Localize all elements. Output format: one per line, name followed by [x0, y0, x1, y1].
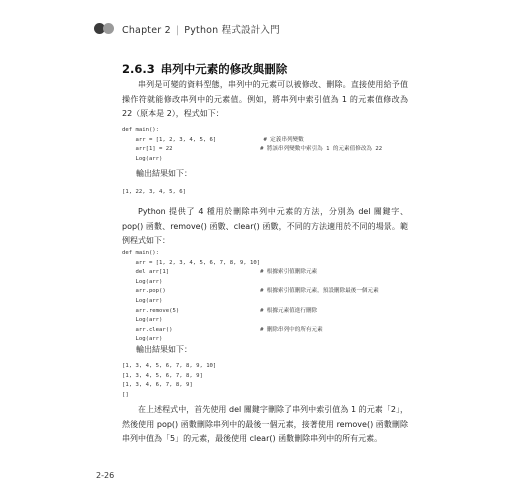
code-block-delete: def main(): arr = [1, 2, 3, 4, 5, 6, 7, 8, 9, 10] del arr[1] # 根據索引值刪除元素 Log(arr) arr.pop() # 根據索引值刪除元素，預設刪除最後一個元素 Log(arr) arr.remove(5) # 根據元素值進行刪除 Log(arr) arr.clear() # 刪除串列中的所有元素 Log(arr): [122, 250, 379, 343]
chapter-header: [94, 22, 280, 36]
paragraph-intro: 串列是可變的資料型態，串列中的元素可以被修改、刪除。直接使用給予值操作符就能修改串列中的元素值。例如，將串列中索引值為 1 的元素值修改為 22（原本是 2），程式如下：: [122, 80, 408, 118]
light-dot-icon: [103, 23, 114, 34]
paragraph-explanation: 在上述程式中，首先使用 del 關鍵字刪除了串列中索引值為 1 的元素「2」，然後使用 pop() 函數刪除串列中的最後一個元素，接著使用 remove() 函數刪除串列中值為「5」的元素，最後使用 clear() 函數刪除串列中的所有元素。: [122, 405, 408, 443]
section-heading: [122, 61, 287, 77]
section-title: 串列中元素的修改與刪除: [160, 62, 288, 76]
section-number: 2.6.3: [122, 62, 155, 76]
code-block-modify: def main(): arr = [1, 2, 3, 4, 5, 6] # 定義串列變數 arr[1] = 22 # 將該串列變數中索引為 1 的元素值修改為 22 Log(arr): [122, 127, 383, 162]
chapter-title: Python 程式設計入門: [184, 25, 280, 36]
output-label-1: 輸出結果如下：: [136, 169, 192, 178]
chapter-marker-icon: [94, 23, 116, 35]
output-label-2: 輸出結果如下：: [136, 345, 192, 354]
page-number: 2-26: [96, 471, 115, 480]
header-separator: |: [175, 25, 180, 36]
output-block-2: [1, 3, 4, 5, 6, 7, 8, 9, 10] [1, 3, 4, 5, 6, 7, 8, 9] [1, 3, 4, 6, 7, 8, 9] []: [122, 363, 217, 398]
chapter-number: Chapter 2: [122, 25, 171, 36]
paragraph-delete-methods: Python 提供了 4 種用於刪除串列中元素的方法，分別為 del 關鍵字、pop() 函數、remove() 函數、clear() 函數，不同的方法適用於不同的場景。範例程式如下：: [122, 207, 408, 245]
output-block-1: [1, 22, 3, 4, 5, 6]: [122, 189, 186, 195]
chapter-label: [122, 22, 280, 36]
